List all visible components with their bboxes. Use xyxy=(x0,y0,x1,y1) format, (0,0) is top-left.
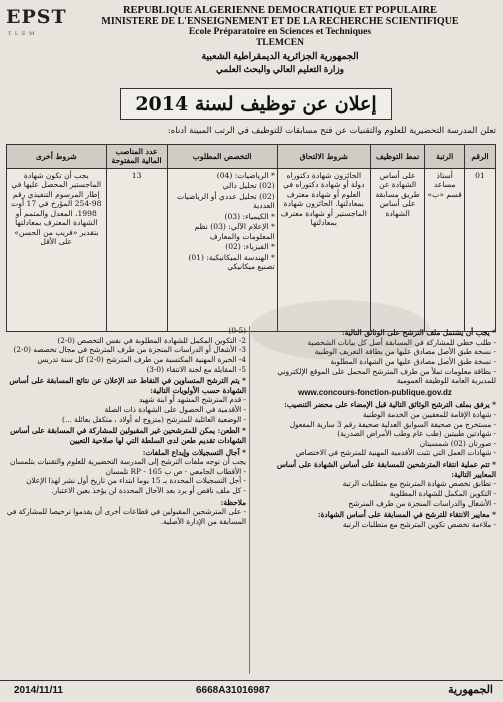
body-line: - الأقدمية في الحصول على الشهادة ذات الصلة xyxy=(104,405,246,414)
page-footer xyxy=(0,680,503,702)
specialty-item: * الفيزياء: (02) xyxy=(225,242,275,252)
header-number: الرقم xyxy=(464,145,495,169)
body-right-column xyxy=(254,326,496,674)
cell-conditions: الحائزون شهادة دكتوراه دولة أو شهادة دكتوراه في العلوم أو شهادة معترف بمعادلتها. الحائزون شهادة الماجستير أو شهادة معترف بمعادلتها xyxy=(277,168,370,331)
header-recruitment-mode: نمط التوظيف xyxy=(370,145,425,169)
table-header-row xyxy=(7,145,496,169)
cell-recruitment-mode: على أساس الشهادة عن طريق مسابقة على أساس الشهادة xyxy=(370,168,425,331)
body-line: - الأشغال والدراسات المنجزة من طرف المترشح xyxy=(348,498,496,508)
section-heading: * يتم الترشح المتساوين في النقاط عند الإعلان عن نتائج المسابقة على أساس الشهادة حسب الأولويات التالية: xyxy=(9,376,246,395)
header-other-conditions: شروط أخرى xyxy=(7,145,107,169)
body-line: - التكوين المكمل للشهادة المطلوبة xyxy=(389,488,496,498)
table-row xyxy=(7,168,496,331)
document-header xyxy=(0,0,503,92)
body-line: 5- المقابلة مع لجنة الانتقاء (0-3) xyxy=(146,364,246,374)
section-heading: * تتم عملية انتقاء المترشحين للمسابقة على أساس الشهادة على أساس المعايير التالية: xyxy=(276,460,496,479)
newspaper-name: الجمهورية xyxy=(448,684,493,696)
header-conditions: شروط الالتحاق xyxy=(277,145,370,169)
specialty-item: * الرياضيات: (04) xyxy=(216,170,275,180)
registration-website-url: www.concours-fonction-publique.gov.dz xyxy=(298,387,452,397)
section-heading: * معايير الانتقاء للترشح في المسابقة على أساس الشهادة: xyxy=(317,510,496,520)
body-line: 4- الخبرة المهنية المكتسبة من طرف المترشح (0-2) كل سنة تدريس xyxy=(37,354,246,364)
cell-other-conditions: يجب أن تكون شهادة الماجستير المحصل عليها في إطار المرسوم التنفيذي رقم 98-254 المؤرخ في 17 أوت 1998، المعدل والمتمم أو الشهادة المعترف بمعادلتها بتقدير «قريب من الحسن» على الأقل xyxy=(7,168,107,331)
specialty-item: (02) تحليل دالي xyxy=(222,181,275,191)
announcement-intro: تعلن المدرسة التحضيرية للعلوم والتقنيات عن فتح مسابقات للتوظيف في الرتب المبينة أدناه: xyxy=(167,126,496,136)
section-heading: ملاحظة: xyxy=(220,497,246,507)
announcement-body xyxy=(6,326,496,674)
body-line: - شهادتين طبيتين (طب عام وطب الأمراض الصدرية) xyxy=(337,429,496,439)
positions-table xyxy=(6,144,496,332)
specialty-item: * الإعلام الآلي: (03) نظم المعلومات والمعارف xyxy=(194,222,275,241)
cell-number: 01 xyxy=(464,168,495,331)
body-line: - ملاءمة تخصص تكوين المترشح مع متطلبات الرتبة xyxy=(342,519,496,529)
body-line: - شهادات العمل التي تثبت الأقدمية المهنية للمترشح في الاختصاص xyxy=(295,448,496,458)
body-line: يجب أن توجه ملفات الترشح إلى المدرسة التحضيرية للعلوم والتقنيات بتلمسان - الأقطاب الجامعي - ص ب 165 - RP تلمسان xyxy=(10,457,246,476)
section-heading: * يرفق بملف الترشح الوثائق التالية قبل الإمضاء على محضر التنصيب: xyxy=(284,400,496,410)
body-line: - مستخرج من صحيفة السوابق العدلية صحيفة رقم 3 سارية المفعول xyxy=(289,419,496,429)
body-line: - شهادة الإقامة للمعفيين من الخدمة الوطنية xyxy=(362,409,496,419)
header-city-fr: TLEMCEN xyxy=(255,38,305,48)
body-line: - الوضعية العائلية للمترشح (متزوج له أولاد ، متكفل بعائلة ...) xyxy=(62,414,246,424)
body-line: 2- التكوين المكمل للشهادة المطلوبة في نفس التخصص (0-2) xyxy=(57,335,246,345)
cell-specialties xyxy=(167,168,277,331)
header-ministry-fr: MINISTERE DE L'ENSEIGNEMENT ET DE LA RECHERCHE SCIENTIFIQUE xyxy=(101,16,459,27)
body-line: - نسخة طبق الأصل مصادق عليها من الشهادة المطلوبة xyxy=(330,356,496,366)
body-line: - نسخة طبق الأصل مصادق عليها من بطاقة التعريف الوطنية xyxy=(314,347,496,357)
body-line: - أجل التسجيلات المحددة بـ 15 يوما ابتداء من تاريخ أول نشر لهذا الإعلان xyxy=(26,476,246,486)
section-heading: * آجال التسجيلات وإيداع الملفات: xyxy=(142,447,246,457)
publication-date: 2014/11/11 xyxy=(14,685,63,696)
header-post-count: عدد المناصب المالية المفتوحة xyxy=(106,145,167,169)
cell-post-count: 13 xyxy=(106,168,167,331)
body-line: - صورتان (02) شمسيتان xyxy=(419,438,496,448)
header-republic-fr: REPUBLIQUE ALGERIENNE DEMOCRATIQUE ET POPULAIRE xyxy=(122,5,438,16)
body-line: (0-5) xyxy=(228,326,246,335)
body-line: - على المترشحين المقبولين في قطاعات أخرى أن يقدموا ترخيصا للمشاركة في المسابقة من الإدارة الأصلية. xyxy=(6,507,246,526)
body-line: - كل ملف ناقص أو يرد بعد الآجال المحددة لن يؤخذ بعين الاعتبار. xyxy=(51,486,246,495)
body-line: - بطاقة معلومات تملأ من طرف المترشح المحمل على الموقع الإلكتروني للمديرية العامة للوظيفة العمومية xyxy=(277,366,496,386)
body-line: 3- الأشغال أو الدراسات المنجزة من طرف المترشح في مجال تخصصه (0-2) xyxy=(13,345,246,355)
specialty-item: (02) تحليل عددي أو الرياضيات العددية xyxy=(177,191,275,211)
body-line: - طلب خطي للمشاركة في المسابقة أصل كل بيانات الشخصية xyxy=(307,337,496,347)
specialty-item: * الهندسة الميكانيكية: (01) تصنيع ميكانيكي xyxy=(188,252,275,272)
header-specialty: التخصص المطلوب xyxy=(167,145,277,169)
print-smudge xyxy=(250,300,430,360)
section-heading: * يجب أن يشتمل ملف الترشح على الوثائق التالية: xyxy=(341,328,496,337)
header-rank: الرتبة xyxy=(425,145,465,169)
school-logo: EPST xyxy=(6,6,67,28)
header-ministry-ar: وزارة التعليم العالي والبحث العلمي xyxy=(215,64,345,74)
header-republic-ar: الجمهورية الجزائرية الديمقراطية الشعبية xyxy=(201,52,359,62)
body-line: - تطابق تخصص شهادة المترشح مع متطلبات الرتبة xyxy=(342,479,496,489)
body-line: - قدم المترشح المشهد أو ابنة شهيد xyxy=(138,395,246,405)
section-heading: * الطعن: يمكن للمترشحين غير المقبولين للمشاركة في المسابقة على أساس الشهادات تقديم طعن لدى السلطة التي لها صلاحية التعيين xyxy=(10,426,246,445)
anep-reference: 6668A31016987 xyxy=(196,685,270,696)
header-school-fr: Ecole Préparatoire en Sciences et Techniques xyxy=(188,27,372,37)
school-logo-subtitle: T L E M xyxy=(8,31,36,37)
cell-rank: أستاذ مساعد قسم «ب» xyxy=(425,168,465,331)
column-divider xyxy=(249,326,250,674)
specialty-item: * الكيمياء: (03) xyxy=(224,211,275,221)
body-left-column xyxy=(6,326,246,674)
announcement-title: إعلان عن توظيف لسنة 2014 xyxy=(120,88,392,120)
